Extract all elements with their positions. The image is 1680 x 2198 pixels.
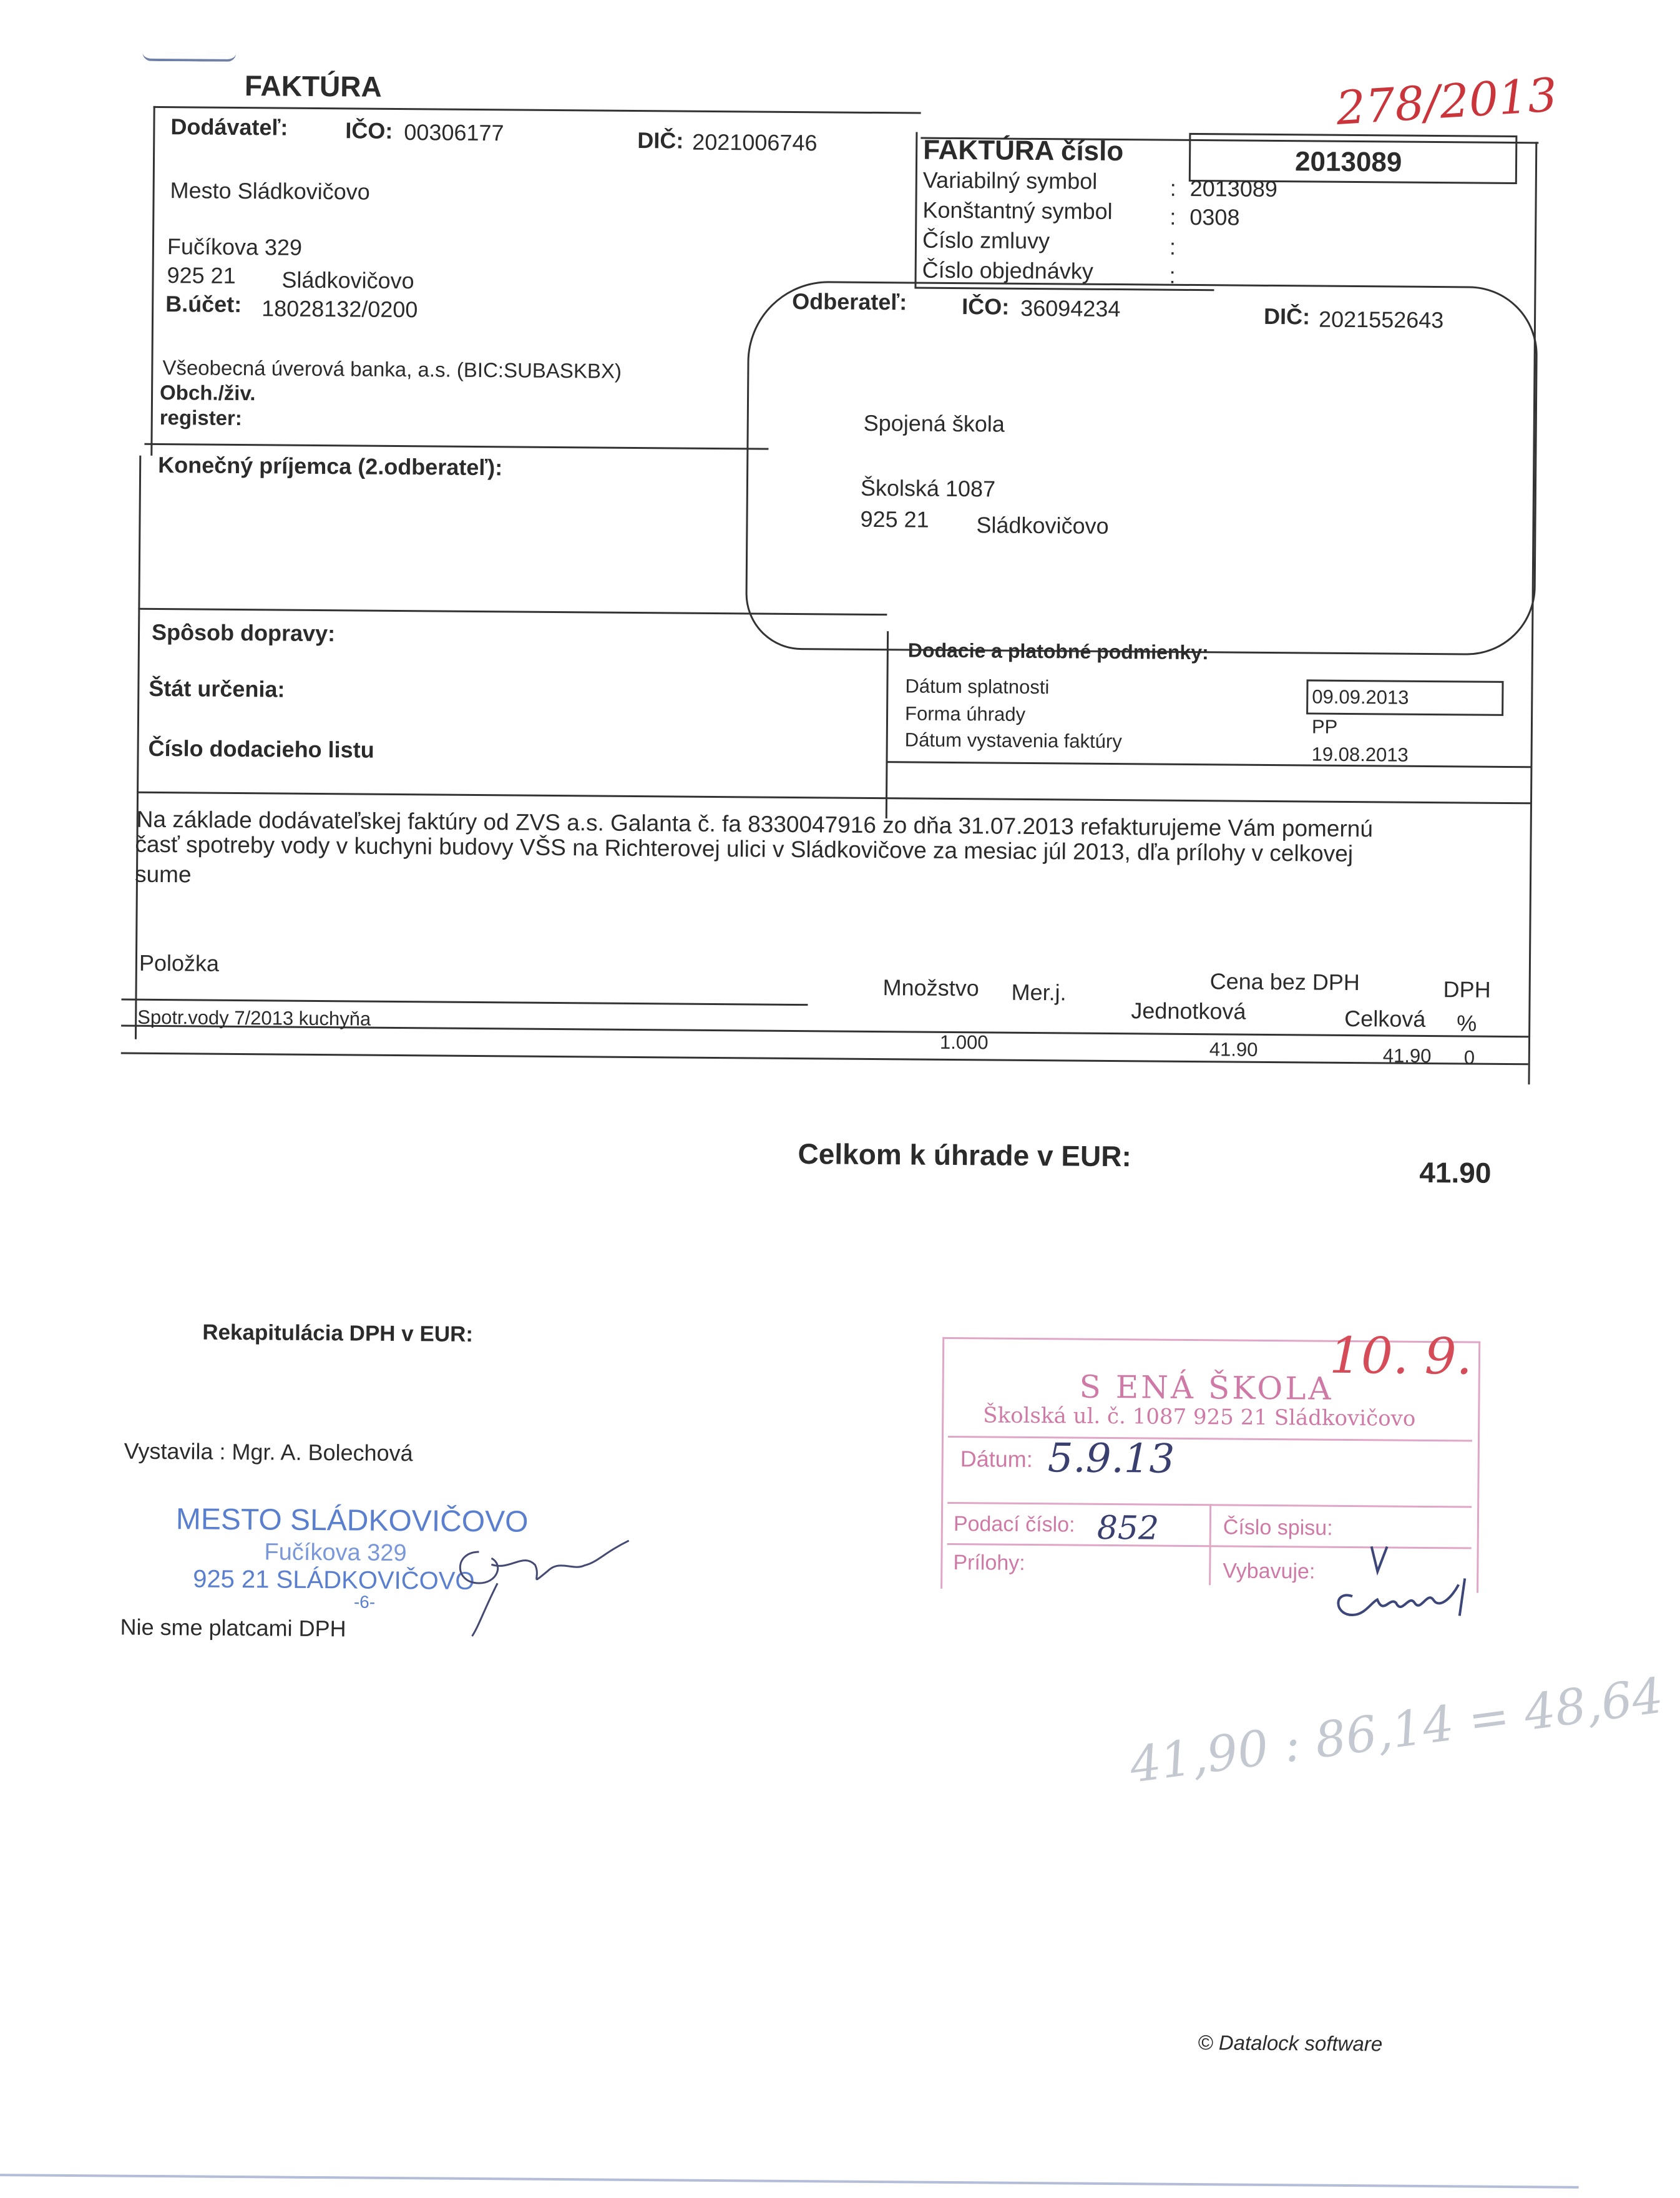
page-title: FAKTÚRA bbox=[244, 69, 382, 103]
supplier-register-label-2: register: bbox=[159, 405, 242, 430]
scan-bottom-edge bbox=[0, 2174, 1579, 2189]
order-number-colon: : bbox=[1169, 262, 1176, 288]
supplier-zip: 925 21 bbox=[167, 262, 236, 288]
invoice-number: 2013089 bbox=[1294, 146, 1402, 178]
variable-symbol-colon: : bbox=[1170, 175, 1176, 201]
supplier-name: Mesto Sládkovičovo bbox=[170, 177, 370, 205]
received-stamp-handler-signature bbox=[1327, 1540, 1478, 1629]
city-stamp-line-1: MESTO SLÁDKOVIČOVO bbox=[175, 1503, 529, 1539]
customer-city: Sládkovičovo bbox=[976, 512, 1109, 539]
vat-column-header: DPH bbox=[1443, 976, 1491, 1003]
supplier-ico: 00306177 bbox=[404, 119, 504, 146]
quantity-column-header: Množstvo bbox=[882, 974, 979, 1001]
items-bottom-line bbox=[121, 1052, 1528, 1066]
supplier-dic-label: DIČ: bbox=[637, 127, 684, 154]
received-stamp-title: S ENÁ ŠKOLA bbox=[1079, 1368, 1334, 1407]
received-stamp-file-label: Číslo spisu: bbox=[1223, 1515, 1333, 1540]
payment-form: PP bbox=[1311, 715, 1338, 738]
supplier-label: Dodávateľ: bbox=[170, 114, 288, 140]
description-line-1: Na základe dodávateľskej faktúry od ZVS a.s. Galanta č. fa 8330047916 zo dňa 31.07.2013 refakturujeme Vám pomernú bbox=[136, 806, 1374, 842]
received-stamp-date-label: Dátum: bbox=[960, 1446, 1033, 1473]
constant-symbol: 0308 bbox=[1189, 204, 1240, 230]
received-stamp-date-value: 5.9.13 bbox=[1047, 1435, 1175, 1483]
customer-ico: 36094234 bbox=[1020, 295, 1121, 322]
item-unit-price: 41.90 bbox=[1209, 1038, 1258, 1061]
vat-percent-header: % bbox=[1457, 1010, 1477, 1036]
customer-name: Spojená škola bbox=[863, 410, 1005, 437]
issue-date: 19.08.2013 bbox=[1311, 743, 1409, 766]
received-stamp-record-label: Podací číslo: bbox=[953, 1512, 1075, 1537]
customer-dic: 2021552643 bbox=[1318, 306, 1444, 333]
terms-bottom-line bbox=[886, 761, 1531, 768]
supplier-bank: Všeobecná úverová banka, a.s. (BIC:SUBASKBX) bbox=[162, 356, 622, 383]
item-column-header: Položka bbox=[139, 949, 220, 976]
customer-label: Odberateľ: bbox=[792, 288, 907, 315]
corner-mark bbox=[142, 52, 236, 62]
pencil-note: 41,90 : 86,14 = 48,64 bbox=[1126, 1667, 1667, 1794]
supplier-account: 18028132/0200 bbox=[261, 295, 418, 323]
supplier-register-label-1: Obch./živ. bbox=[159, 380, 256, 405]
issued-by: Vystavila : Mgr. A. Bolechová bbox=[124, 1438, 413, 1466]
city-stamp-line-2: Fučíkova 329 bbox=[264, 1539, 407, 1567]
supplier-bottom-line bbox=[144, 443, 768, 450]
variable-symbol: 2013089 bbox=[1189, 175, 1278, 202]
due-date-label: Dátum splatnosti bbox=[905, 675, 1050, 699]
final-recipient-label: Konečný príjemca (2.odberateľ): bbox=[158, 451, 503, 481]
frame-left-line bbox=[150, 106, 155, 456]
received-stamp-handwritten-date: 10. 9. bbox=[1329, 1326, 1473, 1386]
total-price-header: Celková bbox=[1344, 1005, 1426, 1032]
supplier-street: Fučíkova 329 bbox=[167, 233, 303, 260]
received-stamp-address: Školská ul. č. 1087 925 21 Sládkovičovo bbox=[983, 1403, 1416, 1431]
items-header-line bbox=[121, 999, 808, 1006]
description-line-3: sume bbox=[134, 861, 192, 888]
signature-scribble bbox=[441, 1527, 641, 1641]
not-vat-payer: Nie sme platcami DPH bbox=[120, 1614, 346, 1642]
received-stamp-record-value: 852 bbox=[1096, 1509, 1160, 1548]
delivery-note-label: Číslo dodacieho listu bbox=[148, 735, 374, 763]
city-stamp-line-3: 925 21 SLÁDKOVIČOVO bbox=[192, 1565, 475, 1596]
received-stamp bbox=[940, 1326, 1480, 1635]
unit-column-header: Mer.j. bbox=[1011, 979, 1067, 1006]
invoice-block-left-line bbox=[914, 132, 917, 288]
description-top-line bbox=[137, 792, 1531, 805]
received-stamp-attachments-label: Prílohy: bbox=[953, 1551, 1025, 1575]
contract-number-label: Číslo zmluvy bbox=[922, 227, 1050, 254]
total-label: Celkom k úhrade v EUR: bbox=[798, 1137, 1132, 1173]
due-date: 09.09.2013 bbox=[1312, 685, 1409, 709]
customer-dic-label: DIČ: bbox=[1263, 303, 1311, 330]
received-stamp-handled-label: Vybavuje: bbox=[1223, 1559, 1316, 1584]
constant-symbol-colon: : bbox=[1170, 204, 1176, 230]
contract-number-colon: : bbox=[1169, 233, 1176, 260]
price-no-vat-header: Cena bez DPH bbox=[1209, 968, 1360, 996]
description-line-2: časť spotreby vody v kuchyni budovy VŠS na Richterovej ulici v Sládkovičove za mesiac júl 2013, dľa prílohy v celkovej bbox=[135, 831, 1354, 867]
customer-ico-label: IČO: bbox=[962, 293, 1010, 320]
country-label: Štát určenia: bbox=[149, 675, 285, 702]
constant-symbol-label: Konštantný symbol bbox=[922, 197, 1113, 224]
terms-left-line bbox=[886, 631, 889, 818]
payment-form-label: Forma úhrady bbox=[904, 702, 1026, 725]
footer-copyright: © Datalock software bbox=[1198, 2031, 1383, 2056]
order-number-label: Číslo objednávky bbox=[922, 257, 1093, 284]
customer-street: Školská 1087 bbox=[860, 474, 996, 502]
item-name: Spotr.vody 7/2013 kuchyňa bbox=[137, 1006, 371, 1030]
item-quantity: 1.000 bbox=[939, 1031, 989, 1054]
customer-zip: 925 21 bbox=[860, 506, 929, 532]
terms-heading: Dodacie a platobné podmienky: bbox=[907, 639, 1209, 664]
item-total: 41.90 bbox=[1382, 1044, 1432, 1067]
supplier-account-label: B.účet: bbox=[165, 291, 242, 318]
supplier-city: Sládkovičovo bbox=[281, 267, 414, 294]
variable-symbol-label: Variabilný symbol bbox=[922, 167, 1098, 194]
unit-price-header: Jednotková bbox=[1131, 998, 1246, 1024]
vat-recap-label: Rekapitulácia DPH v EUR: bbox=[202, 1320, 474, 1347]
transport-label: Spôsob dopravy: bbox=[151, 619, 336, 647]
frame-top-line bbox=[154, 106, 921, 114]
invoice-number-label: FAKTÚRA číslo bbox=[922, 134, 1124, 167]
customer-box bbox=[745, 280, 1538, 655]
supplier-ico-label: IČO: bbox=[345, 117, 393, 144]
total-value: 41.90 bbox=[1419, 1155, 1492, 1189]
item-vat: 0 bbox=[1463, 1046, 1475, 1069]
city-stamp-line-4: -6- bbox=[353, 1592, 376, 1612]
issue-date-label: Dátum vystavenia faktúry bbox=[904, 729, 1122, 753]
supplier-dic: 2021006746 bbox=[692, 129, 818, 156]
handwritten-reference: 278/2013 bbox=[1334, 68, 1559, 136]
